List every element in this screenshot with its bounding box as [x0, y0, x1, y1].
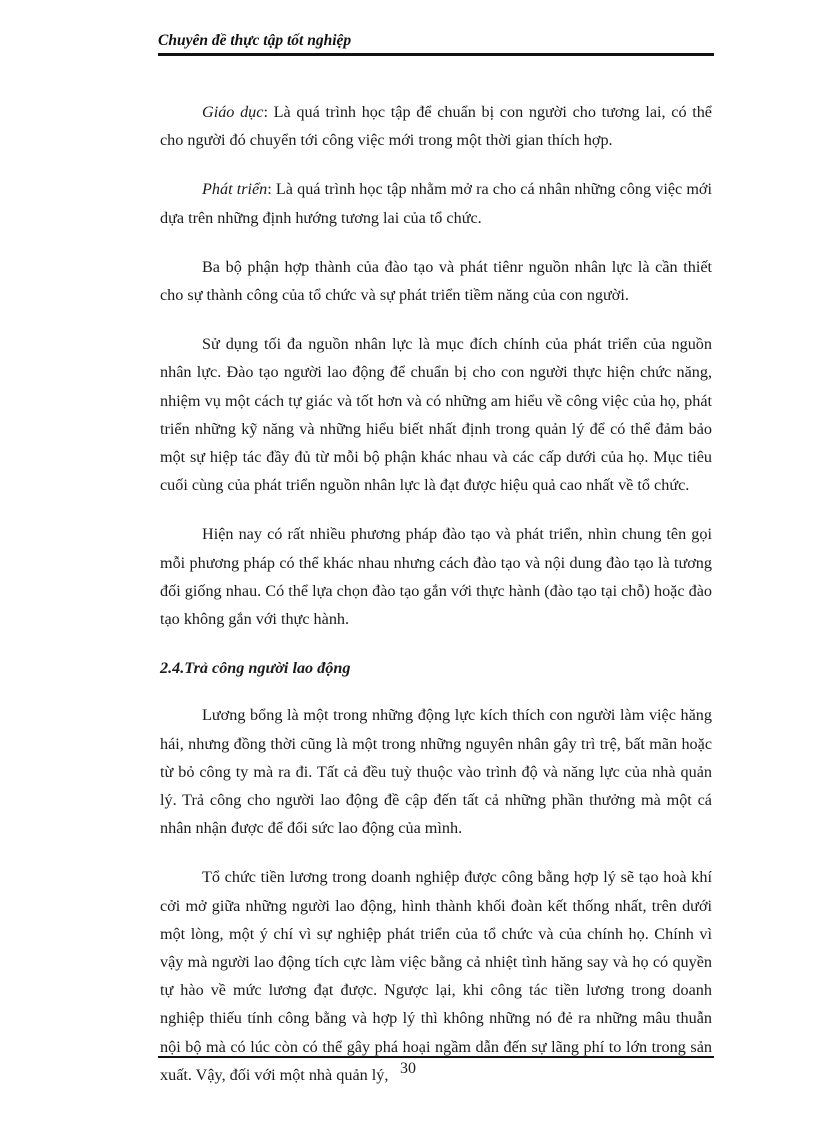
page-header: [158, 30, 714, 58]
paragraph-education-text: : Là quá trình học tập để chuẩn bị con người cho tương lai, có thể cho người đó chuyển tới công việc mới trong một thời gian thích hợp.: [160, 103, 712, 150]
paragraph-education: [160, 98, 712, 154]
section-heading: 2.4.Trả công người lao động: [160, 659, 351, 678]
header-rule: [158, 53, 714, 56]
paragraph-compensation: Lương bổng là một trong những động lực kích thích con người làm việc hăng hái, nhưng đồng thời cũng là một trong những nguyên nhân gây trì trệ, bất mãn hoặc từ bỏ công ty mà ra đi. Tất cả đều tuỳ thuộc vào trình độ và năng lực của nhà quản lý. Trả công cho người lao động đề cập đến tất cả những phần thưởng mà một cá nhân nhận được để đổi sức lao động của mình.: [160, 706, 712, 838]
paragraph-development-text: : Là quá trình học tập nhằm mở ra cho cá nhân những công việc mới dựa trên những định hướng tương lai của tổ chức.: [160, 180, 712, 227]
document-body: [160, 98, 712, 1110]
paragraph-components: Ba bộ phận hợp thành của đào tạo và phát tiênr nguồn nhân lực là cần thiết cho sự thành công của tổ chức và sự phát triển tiềm năng của con người.: [160, 257, 712, 305]
paragraph-resource-use: Sử dụng tối đa nguồn nhân lực là mục đích chính của phát triển của nguồn nhân lực. Đào tạo người lao động để chuẩn bị cho con người thực hiện chức năng, nhiệm vụ một cách tự giác và tốt hơn và có những am hiểu về công việc của họ, phát triển những kỹ năng và những hiểu biết nhất định trong quản lý để có thể đảm bảo một sự hiệp tác đầy đủ từ mỗi bộ phận khác nhau và các cấp dưới của họ. Mục tiêu cuối cùng của phát triển nguồn nhân lực là đạt được hiệu quả cao nhất về tổ chức.: [160, 335, 712, 495]
paragraph-development: [160, 175, 712, 231]
page-number: 30: [400, 1060, 416, 1077]
paragraph-salary-organization: Tổ chức tiền lương trong doanh nghiệp được công bằng hợp lý sẽ tạo hoà khí cởi mở giữa những người lao động, hình thành khối đoàn kết thống nhất, trên dưới một lòng, một ý chí vì sự nghiệp phát triển của tổ chức và của chính họ. Chính vì vậy mà người lao động tích cực làm việc bằng cả nhiệt tình hăng say và họ có quyền tự hào về mức lương đạt được. Ngược lại, khi công tác tiền lương trong doanh nghiệp thiếu tính công bằng và hợp lý thì không những nó đẻ ra những mâu thuẫn nội bộ mà có lúc còn có thể gây phá hoại ngầm dẫn đến sự lãng phí to lớn trong sản xuất. Vậy, đối với một nhà quản lý,: [160, 868, 712, 1084]
header-title: Chuyên đề thực tập tốt nghiệp: [158, 32, 352, 49]
footer-rule: [158, 1056, 714, 1058]
paragraph-training-methods: Hiện nay có rất nhiều phương pháp đào tạo và phát triển, nhìn chung tên gọi mỗi phương pháp có thể khác nhau nhưng cách đào tạo và nội dung đào tạo là tương đối giống nhau. Có thể lựa chọn đào tạo gắn với thực hành (đào tạo tại chỗ) hoặc đào tạo không gắn với thực hành.: [160, 525, 712, 629]
term-education: Giáo dục: [202, 103, 264, 121]
term-development: Phát triển: [202, 180, 268, 199]
